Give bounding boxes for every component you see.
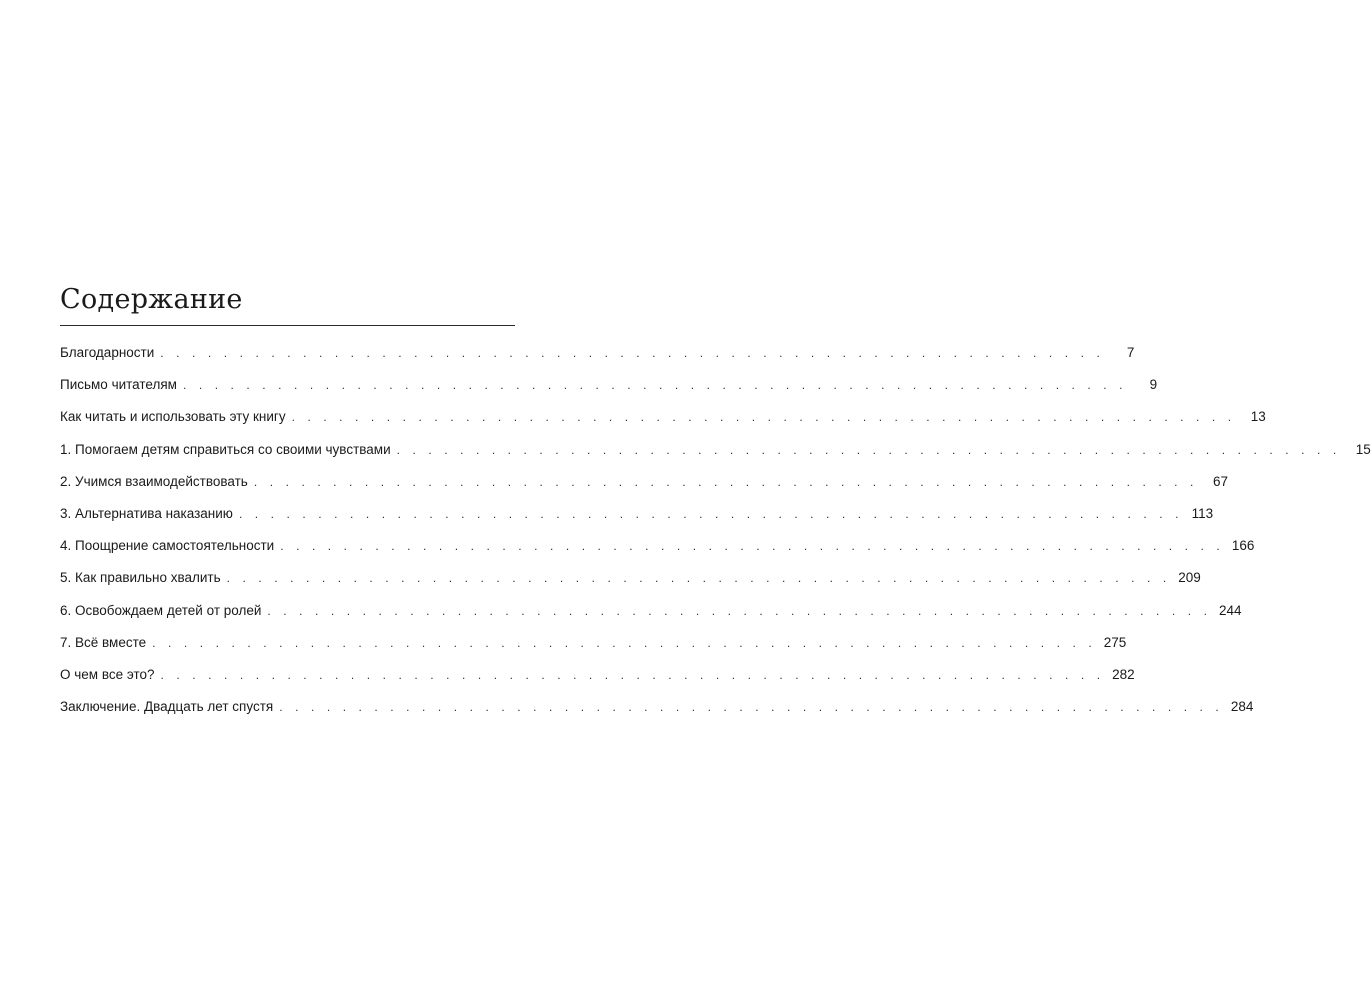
dot-leader: . . . . . . . . . . . . . . . . . . . . . . . . . . . . . . . . . . . . . . . . . . . . . . . . . . . . . . . . . . . . [182,378,1128,393]
toc-entry-title: 4. Поощрение самостоятельности [60,538,275,554]
toc-entry-chapter-7 [60,633,1127,665]
toc-entry-title: О чем все это? [60,666,155,682]
toc-entry-how-to-read [60,407,1266,439]
toc-entry-title: 1. Помогаем детям справиться со своими чувствами [60,441,391,457]
dot-leader: . . . . . . . . . . . . . . . . . . . . . . . . . . . . . . . . . . . . . . . . . . . . . . . . . . . . . . . . . . . . [152,635,1097,650]
toc-entry-chapter-6 [60,601,1242,633]
toc-entry-title: Благодарности [60,345,155,360]
dot-leader: . . . . . . . . . . . . . . . . . . . . . . . . . . . . . . . . . . . . . . . . . . . . . . . . . . . . . . . . . . . . [160,667,1105,682]
toc-heading: Содержание [60,284,243,315]
toc-entry-title: Письмо читателям [60,377,177,393]
toc-entry-title: 5. Как правильно хвалить [60,570,221,586]
toc-entry-page: 13 [1250,409,1266,425]
dot-leader: . . . . . . . . . . . . . . . . . . . . . . . . . . . . . . . . . . . . . . . . . . . . . . . . . . . . . . . . . . . . [267,603,1212,618]
toc-entry-page: 282 [1112,666,1135,682]
toc-entry-title: 2. Учимся взаимодействовать [60,473,248,489]
toc-entry-page: 209 [1178,570,1201,586]
toc-entry-chapter-2 [60,472,1228,504]
dot-leader: . . . . . . . . . . . . . . . . . . . . . . . . . . . . . . . . . . . . . . . . . . . . . . . . . . . . . . . . . . . . [160,346,1105,360]
toc-entry-title: 6. Освобождаем детей от ролей [60,602,262,618]
toc-entry-letter-to-readers [60,375,1158,407]
toc-entry-chapter-4 [60,536,1255,568]
toc-entry-chapter-1 [60,440,1371,472]
toc-entry-acknowledgements [60,343,1135,375]
dot-leader: . . . . . . . . . . . . . . . . . . . . . . . . . . . . . . . . . . . . . . . . . . . . . . . . . . . . . . . . . . . . [280,539,1225,554]
toc-entry-title: 7. Всё вместе [60,634,147,650]
toc-entry-page: 67 [1212,473,1228,489]
toc-entry-page: 9 [1149,377,1158,393]
heading-underline [60,325,515,326]
dot-leader: . . . . . . . . . . . . . . . . . . . . . . . . . . . . . . . . . . . . . . . . . . . . . . . . . . . . . . . . . . . . [253,474,1198,489]
toc-entry-page: 275 [1103,634,1127,650]
toc-entry-title: 3. Альтернатива наказанию [60,505,233,521]
toc-entry-conclusion [60,697,1254,729]
toc-entry-page: 244 [1219,602,1242,618]
toc-entry-page: 166 [1231,538,1255,554]
dot-leader: . . . . . . . . . . . . . . . . . . . . . . . . . . . . . . . . . . . . . . . . . . . . . . . . . . . . . . . . . . . . [279,700,1224,715]
toc-list [60,343,1371,729]
toc-entry-page: 284 [1230,699,1254,715]
toc-entry-page: 15 [1355,441,1371,457]
dot-leader: . . . . . . . . . . . . . . . . . . . . . . . . . . . . . . . . . . . . . . . . . . . . . . . . . . . . . . . . . . . . [291,410,1236,425]
toc-entry-what-is-it-about [60,665,1135,697]
toc-entry-chapter-3 [60,504,1214,536]
dot-leader: . . . . . . . . . . . . . . . . . . . . . . . . . . . . . . . . . . . . . . . . . . . . . . . . . . . . . . . . . . . . [226,571,1171,586]
toc-entry-page: 7 [1126,345,1135,360]
toc-entry-chapter-5 [60,568,1201,600]
toc-entry-title: Как читать и использовать эту книгу [60,409,286,425]
dot-leader: . . . . . . . . . . . . . . . . . . . . . . . . . . . . . . . . . . . . . . . . . . . . . . . . . . . . . . . . . . . . [396,442,1341,457]
toc-entry-page: 113 [1191,505,1214,521]
toc-entry-title: Заключение. Двадцать лет спустя [60,699,274,715]
dot-leader: . . . . . . . . . . . . . . . . . . . . . . . . . . . . . . . . . . . . . . . . . . . . . . . . . . . . . . . . . . . . [238,506,1184,521]
